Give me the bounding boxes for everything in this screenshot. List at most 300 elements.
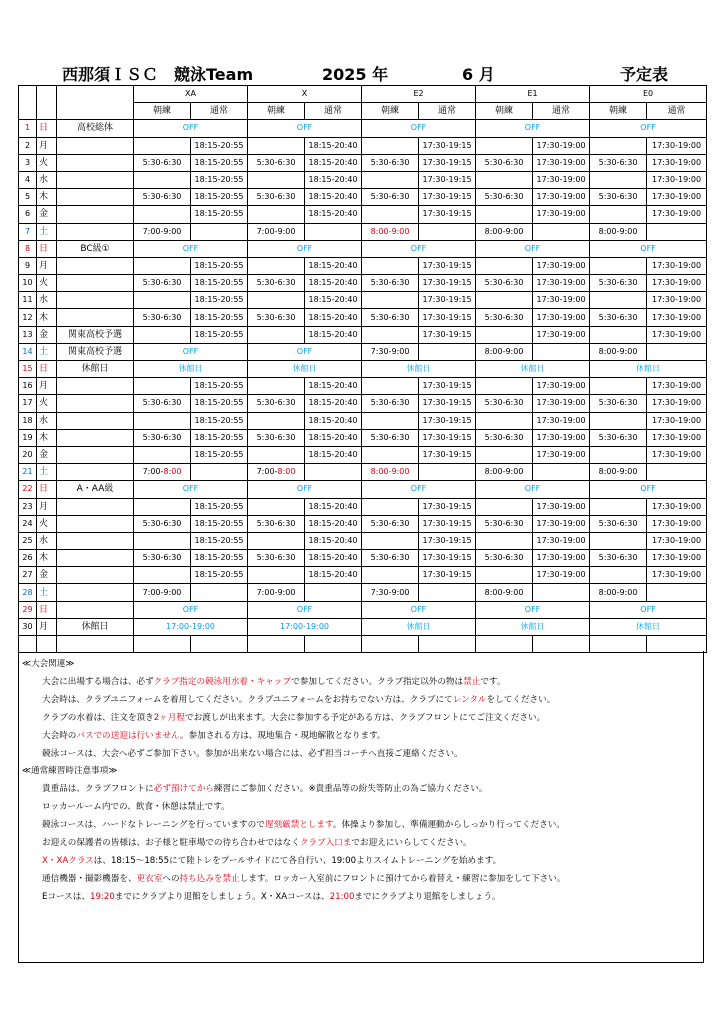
club-name: 西那須ＩＳＣ 競泳Team	[62, 65, 254, 84]
time-cell: 8:00-9:00	[476, 223, 533, 240]
closed-cell: 休館日	[362, 618, 476, 635]
weekday-cell: 火	[37, 275, 57, 292]
time-cell: 18:15-20:55	[191, 137, 248, 154]
time-cell	[590, 532, 647, 549]
date-cell: 21	[19, 464, 37, 481]
event-cell	[57, 412, 134, 429]
time-cell	[134, 498, 191, 515]
time-cell	[134, 206, 191, 223]
time-cell: 18:15-20:55	[191, 532, 248, 549]
time-cell	[590, 171, 647, 188]
time-cell	[362, 326, 419, 343]
time-cell	[533, 464, 590, 481]
note-line: 競泳コースは、大会へ必ずご参加下さい。参加が出来ない場合には、必ず担当コーチへ直接ご連絡ください。	[42, 749, 463, 759]
table-row	[19, 326, 707, 343]
time-cell: 17:30-19:00	[647, 515, 707, 532]
time-cell: 18:15-20:40	[305, 498, 362, 515]
time-cell: 17:30-19:15	[419, 446, 476, 463]
date-cell: 18	[19, 412, 37, 429]
weekday-cell: 月	[37, 257, 57, 274]
date-cell: 24	[19, 515, 37, 532]
time-cell	[476, 257, 533, 274]
note-line: 大会時のバスでの送迎は行いません。参加される方は、現地集合・現地解散となります。	[42, 731, 386, 741]
time-cell: 5:30-6:30	[248, 429, 305, 446]
time-cell	[476, 292, 533, 309]
time-cell: 5:30-6:30	[476, 395, 533, 412]
time-cell: 17:30-19:00	[647, 309, 707, 326]
time-cell: 18:15-20:40	[305, 154, 362, 171]
time-cell: 18:15-20:55	[191, 446, 248, 463]
event-cell: BC級①	[57, 240, 134, 257]
time-cell: 7:00-9:00	[248, 223, 305, 240]
date-cell: 15	[19, 361, 37, 378]
time-cell: 5:30-6:30	[362, 429, 419, 446]
time-cell	[305, 464, 362, 481]
time-cell	[476, 532, 533, 549]
time-cell: 5:30-6:30	[134, 154, 191, 171]
event-cell: 関東高校予選	[57, 343, 134, 360]
time-cell: 5:30-6:30	[248, 395, 305, 412]
time-cell: 18:15-20:40	[305, 206, 362, 223]
time-cell: 17:30-19:00	[533, 446, 590, 463]
weekday-cell: 金	[37, 567, 57, 584]
time-cell: 5:30-6:30	[134, 395, 191, 412]
table-row	[19, 137, 707, 154]
time-cell: 18:15-20:55	[191, 189, 248, 206]
note-line: 競泳コースは、ハードなトレーニングを行っていますので遅刻厳禁とします。体操より参加し、準備運動からしっかり行ってください。	[42, 820, 565, 830]
event-cell	[57, 550, 134, 567]
time-cell: 17:30-19:00	[533, 171, 590, 188]
subheader-morning: 朝練	[248, 103, 305, 120]
time-cell: 7:00-8:00	[248, 464, 305, 481]
event-cell	[57, 584, 134, 601]
weekday-cell: 火	[37, 154, 57, 171]
time-cell: 17:30-19:15	[419, 412, 476, 429]
table-row	[19, 550, 707, 567]
off-cell: OFF	[134, 120, 248, 137]
time-cell: 17:30-19:15	[419, 550, 476, 567]
time-cell	[191, 223, 248, 240]
closed-cell: 休館日	[134, 361, 248, 378]
time-cell: 17:30-19:00	[647, 137, 707, 154]
time-cell: 8:00-9:00	[362, 223, 419, 240]
time-cell	[590, 446, 647, 463]
event-cell	[57, 464, 134, 481]
time-cell: 17:30-19:00	[647, 550, 707, 567]
event-cell: 関東高校予選	[57, 326, 134, 343]
note-line: クラブの水着は、注文を頂き2ヶ月程でお渡しが出来ます。大会に参加する予定がある方は、クラブフロントにてご注文ください。	[42, 713, 546, 723]
time-cell: 17:30-19:15	[419, 154, 476, 171]
table-row	[19, 618, 707, 635]
weekday-cell: 火	[37, 515, 57, 532]
time-cell	[134, 412, 191, 429]
event-cell	[57, 275, 134, 292]
table-row	[19, 429, 707, 446]
event-cell	[57, 395, 134, 412]
notes-heading-practice: ≪通常練習時注意事項≫	[22, 766, 118, 776]
time-cell	[134, 171, 191, 188]
time-cell: 5:30-6:30	[134, 309, 191, 326]
time-cell	[248, 567, 305, 584]
time-cell	[362, 292, 419, 309]
time-cell: 18:15-20:55	[191, 171, 248, 188]
time-cell: 5:30-6:30	[590, 429, 647, 446]
off-cell: OFF	[362, 481, 476, 498]
date-cell: 13	[19, 326, 37, 343]
time-cell: 8:00-9:00	[590, 584, 647, 601]
event-cell	[57, 137, 134, 154]
off-cell: OFF	[362, 601, 476, 618]
weekday-cell: 日	[37, 481, 57, 498]
off-cell: OFF	[248, 120, 362, 137]
time-cell	[647, 343, 707, 360]
subheader-regular: 通常	[305, 103, 362, 120]
weekday-cell: 月	[37, 137, 57, 154]
time-cell: 18:15-20:40	[305, 275, 362, 292]
event-cell	[57, 309, 134, 326]
time-cell: 17:30-19:00	[533, 309, 590, 326]
table-row	[19, 412, 707, 429]
time-cell	[590, 292, 647, 309]
group-header: XA	[134, 86, 248, 103]
closed-cell: 休館日	[590, 361, 707, 378]
event-cell	[57, 171, 134, 188]
time-cell	[248, 326, 305, 343]
time-cell: 17:30-19:15	[419, 429, 476, 446]
time-cell: 17:30-19:15	[419, 292, 476, 309]
table-header-row	[19, 86, 707, 103]
table-row	[19, 189, 707, 206]
date-cell: 30	[19, 618, 37, 635]
time-cell: 17:30-19:00	[533, 395, 590, 412]
date-cell: 22	[19, 481, 37, 498]
time-cell	[134, 378, 191, 395]
table-row	[19, 378, 707, 395]
time-cell	[248, 378, 305, 395]
time-cell: 8:00-9:00	[590, 343, 647, 360]
off-cell: OFF	[248, 343, 362, 360]
time-cell: 18:15-20:55	[191, 275, 248, 292]
weekday-cell: 金	[37, 326, 57, 343]
month: 6 月	[462, 65, 495, 84]
group-header: E0	[590, 86, 707, 103]
table-row	[19, 446, 707, 463]
time-cell: 17:30-19:00	[533, 498, 590, 515]
weekday-cell: 火	[37, 395, 57, 412]
note-line: お迎えの保護者の皆様は、お子様と駐車場での待ち合わせではなくクラブ入口までお迎えにいらしてください。	[42, 838, 472, 848]
time-cell: 5:30-6:30	[362, 550, 419, 567]
table-row	[19, 223, 707, 240]
subheader-morning: 朝練	[134, 103, 191, 120]
date-cell: 20	[19, 446, 37, 463]
time-cell: 7:00-9:00	[134, 223, 191, 240]
group-header: X	[248, 86, 362, 103]
time-cell: 5:30-6:30	[476, 189, 533, 206]
table-row	[19, 481, 707, 498]
time-cell: 17:30-19:15	[419, 137, 476, 154]
date-cell: 28	[19, 584, 37, 601]
time-cell	[533, 343, 590, 360]
table-row	[19, 343, 707, 360]
time-cell	[476, 326, 533, 343]
table-row	[19, 532, 707, 549]
time-cell: 17:30-19:00	[533, 189, 590, 206]
time-cell	[191, 464, 248, 481]
time-cell: 7:00-9:00	[248, 584, 305, 601]
time-cell	[362, 206, 419, 223]
time-cell: 18:15-20:40	[305, 567, 362, 584]
time-cell: 5:30-6:30	[476, 154, 533, 171]
table-row	[19, 154, 707, 171]
time-cell: 7:30-9:00	[362, 584, 419, 601]
date-cell: 29	[19, 601, 37, 618]
time-cell: 17:30-19:00	[647, 275, 707, 292]
weekday-cell: 日	[37, 240, 57, 257]
table-row	[19, 120, 707, 137]
closed-cell: 休館日	[362, 361, 476, 378]
weekday-cell: 木	[37, 550, 57, 567]
off-cell: OFF	[476, 481, 590, 498]
time-cell: 5:30-6:30	[362, 309, 419, 326]
time-cell: 5:30-6:30	[476, 429, 533, 446]
time-cell: 17:30-19:00	[533, 378, 590, 395]
time-cell	[248, 257, 305, 274]
weekday-cell: 金	[37, 206, 57, 223]
time-cell: 17:30-19:00	[647, 206, 707, 223]
time-cell: 17:30-19:15	[419, 532, 476, 549]
time-cell: 18:15-20:40	[305, 412, 362, 429]
event-cell	[57, 515, 134, 532]
year: 2025 年	[322, 65, 389, 84]
time-cell	[647, 464, 707, 481]
closed-cell: 休館日	[476, 361, 590, 378]
time-cell	[134, 446, 191, 463]
event-cell: 高校総体	[57, 120, 134, 137]
time-cell	[248, 446, 305, 463]
date-cell: 1	[19, 120, 37, 137]
time-cell: 18:15-20:55	[191, 550, 248, 567]
time-cell	[134, 137, 191, 154]
subheader-morning: 朝練	[590, 103, 647, 120]
time-cell: 5:30-6:30	[134, 189, 191, 206]
time-cell	[533, 584, 590, 601]
table-row	[19, 601, 707, 618]
time-cell: 17:30-19:00	[647, 412, 707, 429]
weekday-cell: 木	[37, 309, 57, 326]
note-line: 貴重品は、クラブフロントに必ず預けてから練習にご参加ください。※貴重品等の紛失等防止の為ご協力ください。	[42, 784, 488, 794]
event-cell	[57, 532, 134, 549]
time-cell: 17:30-19:00	[647, 154, 707, 171]
date-cell: 23	[19, 498, 37, 515]
time-cell: 18:15-20:40	[305, 189, 362, 206]
note-line: ロッカールーム内での、飲食・休憩は禁止です。	[42, 802, 230, 812]
time-cell	[191, 584, 248, 601]
time-cell	[362, 137, 419, 154]
time-cell: 7:30-9:00	[362, 343, 419, 360]
time-cell: 18:15-20:40	[305, 550, 362, 567]
event-cell	[57, 292, 134, 309]
event-cell	[57, 498, 134, 515]
time-cell	[476, 567, 533, 584]
time-cell: 17:30-19:00	[647, 378, 707, 395]
time-cell: 5:30-6:30	[590, 515, 647, 532]
date-cell: 14	[19, 343, 37, 360]
time-cell: 5:30-6:30	[248, 309, 305, 326]
weekday-cell: 日	[37, 601, 57, 618]
weekday-cell: 土	[37, 464, 57, 481]
time-cell	[419, 223, 476, 240]
date-cell: 27	[19, 567, 37, 584]
time-cell: 17:30-19:15	[419, 395, 476, 412]
time-cell	[134, 257, 191, 274]
closed-cell: 休館日	[590, 618, 707, 635]
group-header: E2	[362, 86, 476, 103]
time-cell	[248, 137, 305, 154]
off-cell: OFF	[134, 240, 248, 257]
time-cell: 17:30-19:15	[419, 257, 476, 274]
time-cell: 5:30-6:30	[134, 275, 191, 292]
time-cell	[533, 223, 590, 240]
subheader-regular: 通常	[419, 103, 476, 120]
date-cell: 2	[19, 137, 37, 154]
date-cell: 12	[19, 309, 37, 326]
time-cell: 17:00-19:00	[134, 618, 248, 635]
subheader-morning: 朝練	[362, 103, 419, 120]
time-cell: 18:15-20:55	[191, 429, 248, 446]
time-cell: 17:30-19:00	[533, 326, 590, 343]
table-row	[19, 292, 707, 309]
date-cell: 11	[19, 292, 37, 309]
time-cell: 18:15-20:55	[191, 515, 248, 532]
time-cell	[590, 137, 647, 154]
time-cell: 5:30-6:30	[134, 550, 191, 567]
note-line: 大会時は、クラブユニフォームを着用してください。クラブユニフォームをお持ちでない方は、クラブにてレンタルをしてください。	[42, 695, 556, 705]
subheader-regular: 通常	[647, 103, 707, 120]
weekday-cell: 金	[37, 446, 57, 463]
time-cell: 8:00-9:00	[476, 464, 533, 481]
time-cell	[362, 446, 419, 463]
off-cell: OFF	[362, 240, 476, 257]
time-cell	[134, 292, 191, 309]
time-cell: 17:30-19:00	[533, 515, 590, 532]
time-cell: 18:15-20:55	[191, 498, 248, 515]
weekday-cell: 水	[37, 292, 57, 309]
time-cell	[476, 206, 533, 223]
date-cell: 9	[19, 257, 37, 274]
date-cell: 7	[19, 223, 37, 240]
weekday-cell: 水	[37, 412, 57, 429]
time-cell: 17:30-19:15	[419, 309, 476, 326]
time-cell: 5:30-6:30	[134, 429, 191, 446]
time-cell	[362, 412, 419, 429]
note-line: X・XAクラスは、18:15～18:55にて陸トレをプールサイドにて各自行い、19:00よりスイムトレーニングを始めます。	[42, 856, 502, 866]
time-cell: 18:15-20:40	[305, 257, 362, 274]
time-cell	[305, 584, 362, 601]
time-cell: 5:30-6:30	[362, 189, 419, 206]
time-cell: 8:00-9:00	[476, 343, 533, 360]
event-cell	[57, 154, 134, 171]
note-line: 大会に出場する場合は、必ずクラブ指定の競泳用水着・キャップで参加してください。クラブ指定以外の物は禁止です。	[42, 677, 506, 687]
time-cell: 17:30-19:00	[647, 292, 707, 309]
table-row	[19, 275, 707, 292]
off-cell: OFF	[362, 120, 476, 137]
event-cell	[57, 223, 134, 240]
off-cell: OFF	[476, 240, 590, 257]
time-cell: 18:15-20:40	[305, 532, 362, 549]
time-cell	[362, 171, 419, 188]
event-cell: 休館日	[57, 618, 134, 635]
table-row	[19, 464, 707, 481]
date-cell: 16	[19, 378, 37, 395]
time-cell: 17:00-19:00	[248, 618, 362, 635]
weekday-cell: 日	[37, 361, 57, 378]
subheader-regular: 通常	[191, 103, 248, 120]
time-cell: 18:15-20:40	[305, 326, 362, 343]
subheader-regular: 通常	[533, 103, 590, 120]
time-cell: 5:30-6:30	[248, 550, 305, 567]
notes-heading-tournament: ≪大会関連≫	[22, 659, 75, 669]
time-cell: 17:30-19:00	[647, 257, 707, 274]
table-row	[19, 395, 707, 412]
time-cell	[590, 326, 647, 343]
date-cell: 26	[19, 550, 37, 567]
time-cell: 18:15-20:40	[305, 515, 362, 532]
time-cell: 18:15-20:40	[305, 309, 362, 326]
time-cell	[590, 378, 647, 395]
time-cell	[362, 532, 419, 549]
off-cell: OFF	[134, 601, 248, 618]
table-row	[19, 584, 707, 601]
time-cell	[647, 223, 707, 240]
time-cell: 18:15-20:55	[191, 326, 248, 343]
time-cell: 5:30-6:30	[476, 550, 533, 567]
time-cell: 5:30-6:30	[248, 515, 305, 532]
time-cell: 5:30-6:30	[362, 395, 419, 412]
time-cell: 17:30-19:15	[419, 326, 476, 343]
time-cell: 17:30-19:00	[533, 206, 590, 223]
date-cell: 17	[19, 395, 37, 412]
time-cell: 5:30-6:30	[476, 515, 533, 532]
date-cell: 3	[19, 154, 37, 171]
weekday-cell: 木	[37, 189, 57, 206]
table-row	[19, 515, 707, 532]
time-cell: 5:30-6:30	[590, 189, 647, 206]
time-cell: 17:30-19:15	[419, 378, 476, 395]
group-header: E1	[476, 86, 590, 103]
time-cell	[248, 498, 305, 515]
time-cell: 17:30-19:00	[647, 532, 707, 549]
weekday-cell: 土	[37, 584, 57, 601]
off-cell: OFF	[248, 481, 362, 498]
off-cell: OFF	[248, 240, 362, 257]
time-cell: 5:30-6:30	[248, 275, 305, 292]
time-cell: 18:15-20:55	[191, 154, 248, 171]
weekday-cell: 月	[37, 378, 57, 395]
off-cell: OFF	[590, 120, 707, 137]
time-cell	[362, 378, 419, 395]
time-cell: 18:15-20:55	[191, 206, 248, 223]
time-cell	[476, 412, 533, 429]
time-cell: 18:15-20:55	[191, 378, 248, 395]
time-cell: 18:15-20:55	[191, 412, 248, 429]
page-header	[0, 62, 724, 84]
time-cell	[647, 584, 707, 601]
weekday-cell: 水	[37, 532, 57, 549]
date-cell: 19	[19, 429, 37, 446]
event-cell: A・AA級	[57, 481, 134, 498]
time-cell: 7:00-9:00	[134, 584, 191, 601]
time-cell: 7:00-8:00	[134, 464, 191, 481]
